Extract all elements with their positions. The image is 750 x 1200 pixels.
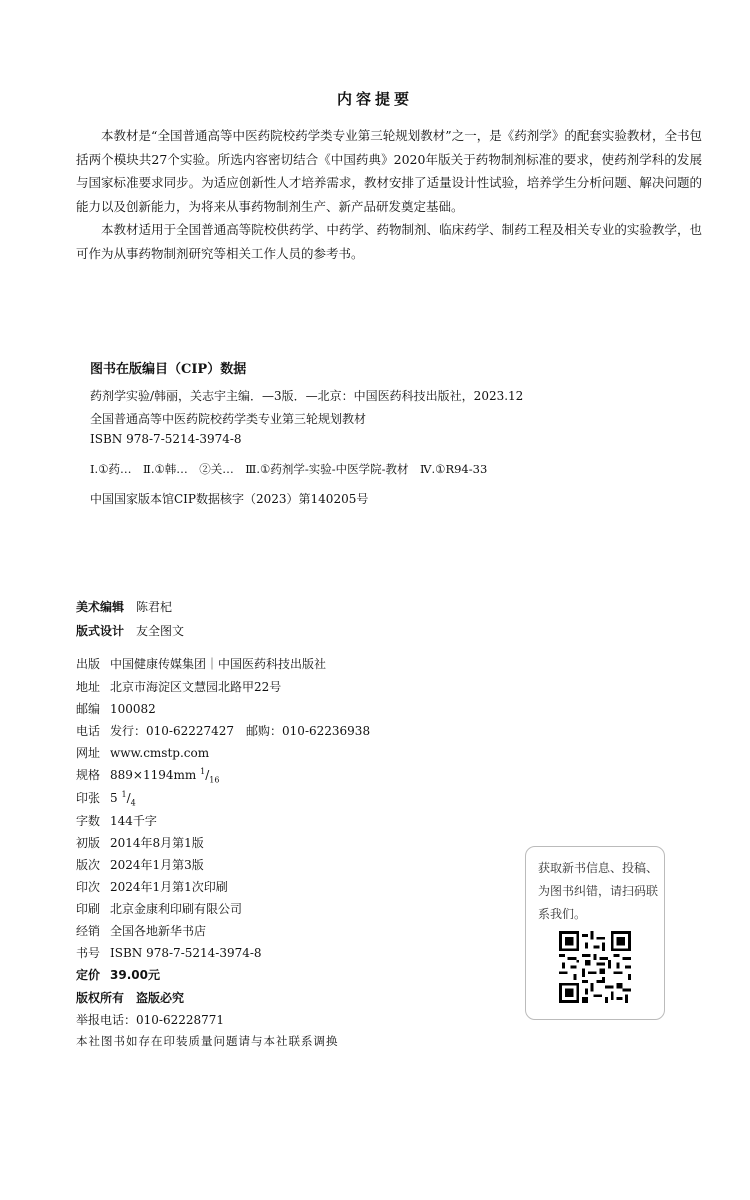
layout-value: 友全图文 xyxy=(136,624,185,638)
info-first-edition: 初版 2014年8月第1版 xyxy=(76,836,204,850)
cip-title: 图书在版编目（CIP）数据 xyxy=(90,362,247,377)
info-printing: 印次 2024年1月第1次印刷 xyxy=(76,880,228,894)
info-price: 定价 39.00元 xyxy=(76,968,160,982)
info-distributor: 经销 全国各地新华书店 xyxy=(76,924,207,938)
cip-line-isbn: ISBN 978-7-5214-3974-8 xyxy=(90,432,242,446)
summary-paragraph-1: 本教材是“全国普通高等中医药院校药学类专业第三轮规划教材”之一，是《药剂学》的配套实验教材，全书包括两个模块共27个实验。所选内容密切结合《中国药典》2020年版关于药物制剂标准的要求，使药剂学科的发展与国家标准要求同步。为适应创新性人才培养需求，教材安排了适量设计性试验，培养学生分析问题、解决问题的能力以及创新能力，为将来从事药物制剂生产、新产品研发奠定基础。 xyxy=(76,128,702,214)
info-address: 地址 北京市海淀区文慧园北路甲22号 xyxy=(76,680,282,694)
info-website: 网址 www.cmstp.com xyxy=(76,746,210,760)
summary-section xyxy=(76,124,702,265)
report-phone: 举报电话：010-62228771 xyxy=(76,1013,225,1027)
copyright-notice: 版权所有 盗版必究 xyxy=(76,991,185,1005)
info-phone: 电话 发行：010-62227427 邮购：010-62236938 xyxy=(76,724,371,738)
cip-line-series: 全国普通高等中医药院校药学类专业第三轮规划教材 xyxy=(90,412,367,426)
info-word-count: 字数 144千字 xyxy=(76,814,157,828)
page-title: 内容提要 xyxy=(336,90,413,108)
qr-card xyxy=(525,846,665,1020)
cip-line-classification: Ⅰ.①药… Ⅱ.①韩… ②关… Ⅲ.①药剂学-实验-中医学院-教材 Ⅳ.①R94-33 xyxy=(90,462,488,476)
qr-code-icon[interactable] xyxy=(559,931,631,1003)
info-postcode: 邮编 100082 xyxy=(76,702,156,716)
editor-row xyxy=(76,598,172,615)
editor-key: 美术编辑 xyxy=(76,600,125,614)
qr-caption: 获取新书信息、投稿、为图书纠错，请扫码联系我们。 xyxy=(538,861,659,921)
info-format: 规格 889×1194mm $^1/_{16}$ xyxy=(76,767,220,785)
layout-key: 版式设计 xyxy=(76,624,125,638)
layout-row xyxy=(76,622,184,639)
cip-line-record: 中国国家版本馆CIP数据核字（2023）第140205号 xyxy=(90,492,369,506)
info-printer: 印刷 北京金康利印刷有限公司 xyxy=(76,902,243,916)
info-edition: 版次 2024年1月第3版 xyxy=(76,858,204,872)
summary-paragraph-2: 本教材适用于全国普通高等院校供药学、中药学、药物制剂、临床药学、制药工程及相关专业的实验教学，也可作为从事药物制剂研究等相关工作人员的参考书。 xyxy=(76,222,702,261)
info-publisher: 出版 中国健康传媒集团｜中国医药科技出版社 xyxy=(76,657,327,671)
quality-notice: 本社图书如存在印装质量问题请与本社联系调换 xyxy=(76,1034,339,1048)
info-isbn: 书号 ISBN 978-7-5214-3974-8 xyxy=(76,946,262,960)
cip-line-catalog: 药剂学实验/韩丽，关志宇主编．—3版．—北京：中国医药科技出版社，2023.12 xyxy=(90,389,524,403)
info-sheets: 印张 5 $^1/_4$ xyxy=(76,790,136,808)
editor-value: 陈君杞 xyxy=(136,600,173,614)
